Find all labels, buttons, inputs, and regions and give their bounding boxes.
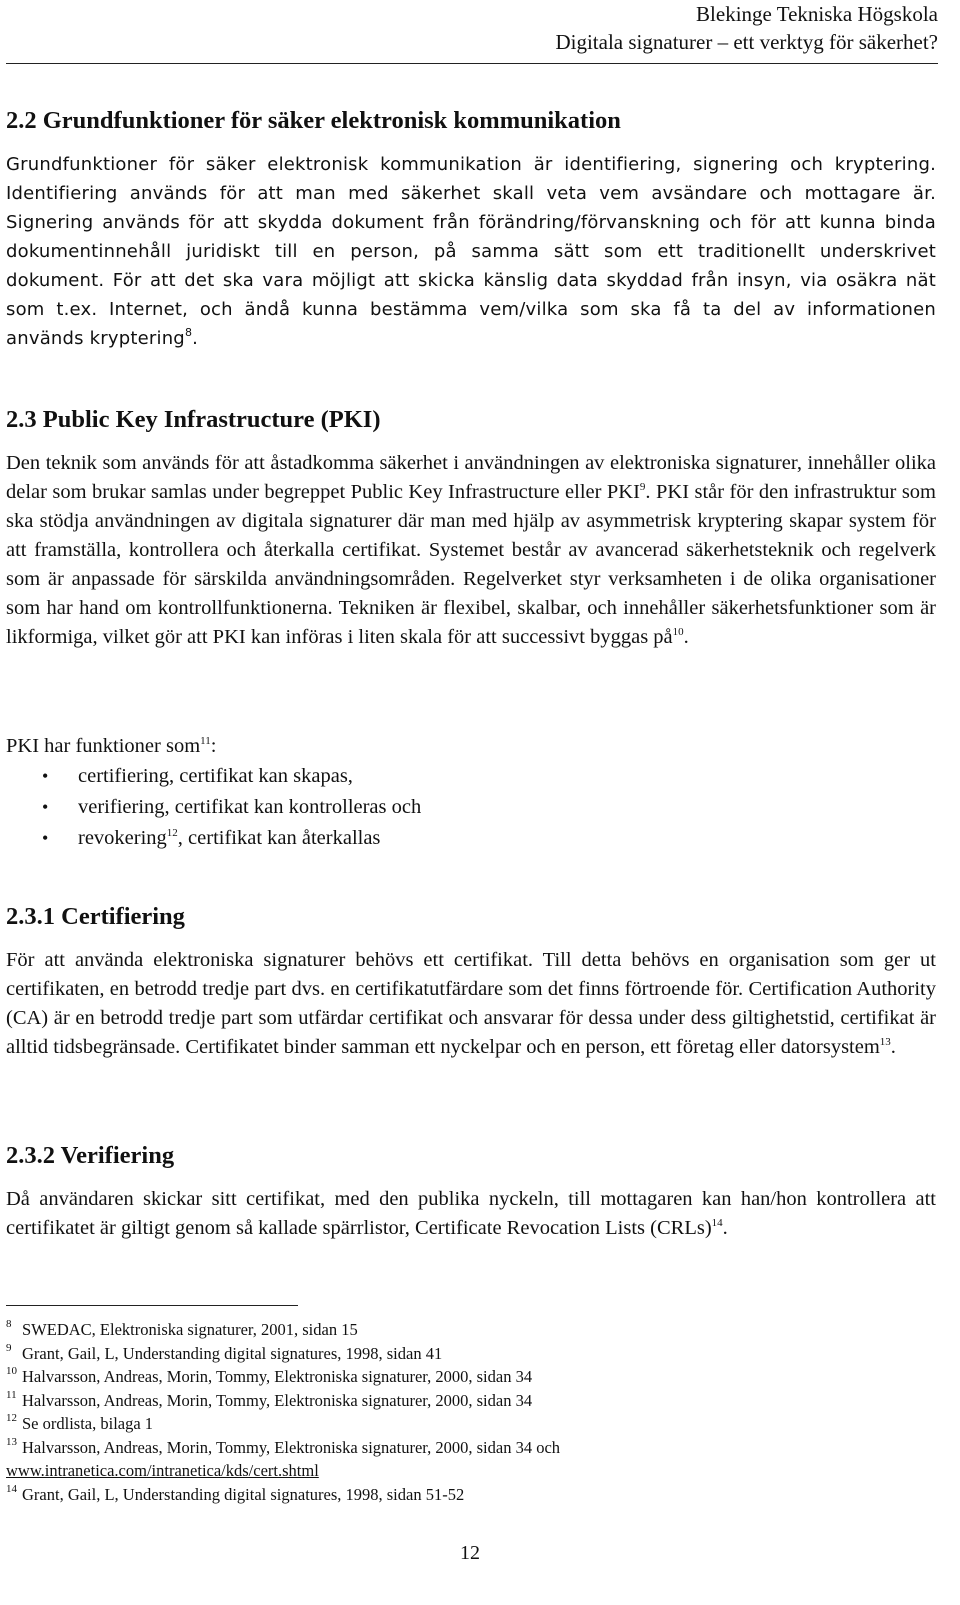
paragraph-text: Grundfunktioner för säker elektronisk kommunikation är identifiering, signering och kryptering. Identifiering används för att man med säkerhet skall veta vem avsändare och mottagare är. [6,154,936,204]
list-item [6,792,936,823]
page-number: 12 [460,1542,480,1564]
footnote-number: 11 [6,1388,17,1401]
paragraph-text: . PKI står för den infrastruktur som ska stödja användningen av digitala signaturer där man med hjälp av asymmetrisk kryptering skapar system för att framställa, kontrollera och återkalla certifikat. Systemet består av avancerad säkerhetsteknik och regelverk som är anpassade för särskilda användningsområden. Regelverket styr verksamheten i de olika organisationer som har hand om kontrollfunktionerna. Tekniken är flexibel, skalbar, och innehåller säkerhetsfunktioner som är likformiga, vilket gör att PKI kan införas i liten skala för att successivt byggas på [6,481,936,648]
paragraph-text: Den teknik som används för att åstadkomma säkerhet i användningen av elektroniska signaturer, innehåller olika delar som brukar samlas under begreppet Public Key Infrastructure eller PKI [6,452,936,503]
footnote-ref[interactable]: 13 [879,1036,891,1048]
section-2-3-paragraph [6,449,936,652]
punctuation: : [210,735,217,757]
footnote-10 [6,1365,936,1389]
list-item-text: , certifikat kan återkallas [177,827,381,849]
footnote-separator [6,1305,298,1306]
footnote-text: Halvarsson, Andreas, Morin, Tommy, Elektroniska signaturer, 2000, sidan 34 och [22,1437,561,1457]
punctuation: . [192,328,199,349]
bullet-icon: • [42,766,49,786]
header-rule [6,63,938,64]
section-2-3-1-paragraph [6,946,936,1062]
section-heading-2-3-2: 2.3.2 Verifiering [6,1142,175,1169]
list-intro-text: PKI har funktioner som [6,735,201,757]
footnote-text: Halvarsson, Andreas, Morin, Tommy, Elektroniska signaturer, 2000, sidan 34 [22,1390,533,1410]
list-item [6,823,936,854]
footnote-14 [6,1483,936,1507]
page-header [555,0,938,56]
paragraph-text: Då användaren skickar sitt certifikat, med den publika nyckeln, till mottagaren kan han/hon kontrollera att certifikatet är giltigt genom så kallade spärrlistor, Certificate Revocation Lists (CRLs) [6,1188,936,1239]
footnote-ref[interactable]: 12 [166,827,178,839]
footnote-number: 10 [6,1365,17,1377]
footnote-13-continuation [6,1459,936,1483]
footnote-ref[interactable]: 10 [672,626,684,638]
footnote-number: 13 [6,1435,17,1448]
list-item-text: revokering [78,827,167,849]
header-title: Digitala signaturer – ett verktyg för säkerhet? [555,30,938,54]
list-item [6,761,936,792]
punctuation: . [683,626,689,648]
footnote-13 [6,1436,936,1460]
list-item-text: certifiering, certifikat kan skapas, [78,765,353,787]
footnote-text: Grant, Gail, L, Understanding digital signatures, 1998, sidan 51-52 [22,1484,465,1504]
section-2-2-paragraph [6,150,936,353]
punctuation: . [722,1217,728,1239]
footnote-8 [6,1318,936,1342]
footnotes [6,1318,936,1506]
bullet-icon: • [42,797,49,817]
section-heading-2-3-1: 2.3.1 Certifiering [6,903,185,930]
footnote-number: 12 [6,1412,17,1424]
footnote-ref[interactable]: 9 [639,481,646,493]
footnote-ref[interactable]: 11 [200,735,211,747]
paragraph-text: Signering används för att skydda dokument från förändring/förvanskning och för att kunna binda dokumentinnehåll juridiskt till en person, på samma sätt som ett traditionellt underskrivet dokument. För att det ska vara möjligt att skicka känslig data skyddad från insyn, via osäkra nät som t.ex. Internet, och ändå kunna bestämma vem/vilka som ska få ta del av informationen används kryptering [6,212,936,349]
bullet-icon: • [42,828,49,848]
punctuation: . [890,1036,896,1058]
section-heading-2-3: 2.3 Public Key Infrastructure (PKI) [6,406,381,433]
footnote-text: SWEDAC, Elektroniska signaturer, 2001, sidan 15 [22,1320,358,1339]
pki-functions-list [6,761,936,854]
footnote-text: Grant, Gail, L, Understanding digital signatures, 1998, sidan 41 [22,1343,443,1363]
footnote-number: 8 [6,1318,12,1330]
footnote-9 [6,1342,936,1366]
footnote-ref[interactable]: 8 [184,326,193,339]
footnote-12 [6,1412,936,1436]
list-intro [6,732,936,761]
footnote-text: Halvarsson, Andreas, Morin, Tommy, Elektroniska signaturer, 2000, sidan 34 [22,1367,533,1386]
footnote-number: 14 [6,1482,17,1495]
list-item-text: verifiering, certifikat kan kontrolleras och [78,796,422,818]
header-institution: Blekinge Tekniska Högskola [696,2,938,26]
footnote-link[interactable]: www.intranetica.com/intranetica/kds/cert.shtml [6,1461,319,1480]
section-2-3-2-paragraph [6,1185,936,1243]
section-heading-2-2: 2.2 Grundfunktioner för säker elektronisk kommunikation [6,107,621,134]
paragraph-text: För att använda elektroniska signaturer behövs ett certifikat. Till detta behövs en organisation som ger ut certifikaten, en betrodd tredje part dvs. en certifikatutfärdare som det finns förtroende för. Certification Authority (CA) är en betrodd tredje part som utfärdar certifikat och ansvarar för dessa under dess giltighetstid, certifikat är alltid tidsbegränsade. Certifikatet binder samman ett nyckelpar och en person, ett företag eller datorsystem [6,949,936,1058]
footnote-11 [6,1389,936,1413]
footnote-text: Se ordlista, bilaga 1 [22,1414,154,1433]
footnote-ref[interactable]: 14 [711,1217,723,1229]
footnote-number: 9 [6,1341,12,1354]
